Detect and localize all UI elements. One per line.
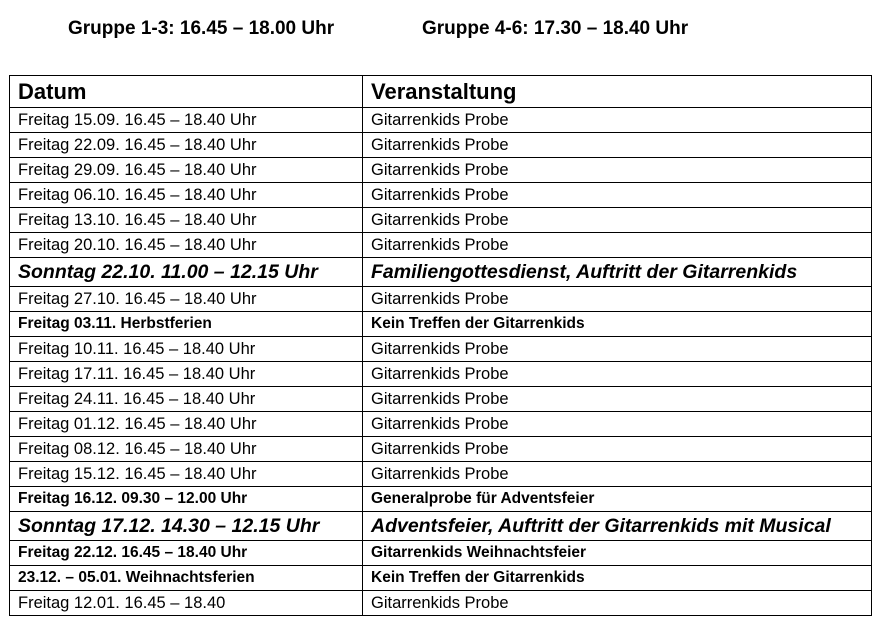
- cell-datum: Freitag 08.12. 16.45 – 18.40 Uhr: [10, 437, 363, 462]
- schedule-table: [9, 75, 872, 616]
- cell-datum: Freitag 03.11. Herbstferien: [10, 312, 363, 337]
- cell-datum: Freitag 17.11. 16.45 – 18.40 Uhr: [10, 362, 363, 387]
- cell-datum: Freitag 06.10. 16.45 – 18.40 Uhr: [10, 183, 363, 208]
- cell-veranstaltung: Gitarrenkids Probe: [363, 362, 872, 387]
- table-row: [10, 462, 872, 487]
- table-row: [10, 362, 872, 387]
- table-row: [10, 541, 872, 566]
- cell-datum: Freitag 16.12. 09.30 – 12.00 Uhr: [10, 487, 363, 512]
- table-row: [10, 133, 872, 158]
- cell-datum: Freitag 22.09. 16.45 – 18.40 Uhr: [10, 133, 363, 158]
- cell-veranstaltung: Gitarrenkids Probe: [363, 233, 872, 258]
- table-row: [10, 233, 872, 258]
- table-body: [10, 108, 872, 616]
- table-row: [10, 337, 872, 362]
- table-row: [10, 312, 872, 337]
- cell-datum: Freitag 15.12. 16.45 – 18.40 Uhr: [10, 462, 363, 487]
- cell-datum: Freitag 20.10. 16.45 – 18.40 Uhr: [10, 233, 363, 258]
- cell-veranstaltung: Gitarrenkids Probe: [363, 462, 872, 487]
- cell-datum: Freitag 27.10. 16.45 – 18.40 Uhr: [10, 287, 363, 312]
- table-row: [10, 158, 872, 183]
- cell-veranstaltung: Familiengottesdienst, Auftritt der Gitarrenkids: [363, 258, 872, 287]
- table-row: [10, 183, 872, 208]
- cell-datum: Freitag 29.09. 16.45 – 18.40 Uhr: [10, 158, 363, 183]
- table-header-row: [10, 76, 872, 108]
- cell-veranstaltung: Gitarrenkids Probe: [363, 387, 872, 412]
- cell-veranstaltung: Gitarrenkids Probe: [363, 133, 872, 158]
- cell-datum: Sonntag 17.12. 14.30 – 12.15 Uhr: [10, 512, 363, 541]
- table-row: [10, 487, 872, 512]
- group-times: [0, 18, 879, 44]
- cell-datum: Freitag 12.01. 16.45 – 18.40: [10, 591, 363, 616]
- table-row: [10, 208, 872, 233]
- table-row: [10, 566, 872, 591]
- table-row: [10, 108, 872, 133]
- table-row: [10, 412, 872, 437]
- cell-veranstaltung: Gitarrenkids Probe: [363, 437, 872, 462]
- table-row: [10, 287, 872, 312]
- cell-veranstaltung: Gitarrenkids Probe: [363, 208, 872, 233]
- cell-veranstaltung: Gitarrenkids Probe: [363, 412, 872, 437]
- cell-veranstaltung: Kein Treffen der Gitarrenkids: [363, 566, 872, 591]
- group-2-time: Gruppe 4-6: 17.30 – 18.40 Uhr: [422, 18, 689, 39]
- cell-veranstaltung: Kein Treffen der Gitarrenkids: [363, 312, 872, 337]
- cell-veranstaltung: Gitarrenkids Probe: [363, 287, 872, 312]
- cell-datum: Freitag 10.11. 16.45 – 18.40 Uhr: [10, 337, 363, 362]
- cell-datum: 23.12. – 05.01. Weihnachtsferien: [10, 566, 363, 591]
- cell-veranstaltung: Gitarrenkids Probe: [363, 158, 872, 183]
- cell-datum: Freitag 13.10. 16.45 – 18.40 Uhr: [10, 208, 363, 233]
- cell-datum: Freitag 24.11. 16.45 – 18.40 Uhr: [10, 387, 363, 412]
- table-row: [10, 258, 872, 287]
- cell-veranstaltung: Gitarrenkids Probe: [363, 183, 872, 208]
- cell-veranstaltung: Gitarrenkids Probe: [363, 591, 872, 616]
- table-row: [10, 591, 872, 616]
- group-1-time: Gruppe 1-3: 16.45 – 18.00 Uhr: [68, 18, 335, 39]
- table-row: [10, 512, 872, 541]
- cell-veranstaltung: Gitarrenkids Weihnachtsfeier: [363, 541, 872, 566]
- cell-datum: Freitag 01.12. 16.45 – 18.40 Uhr: [10, 412, 363, 437]
- cell-datum: Freitag 22.12. 16.45 – 18.40 Uhr: [10, 541, 363, 566]
- cell-datum: Freitag 15.09. 16.45 – 18.40 Uhr: [10, 108, 363, 133]
- column-header-datum: Datum: [10, 76, 363, 108]
- column-header-veranstaltung: Veranstaltung: [363, 76, 872, 108]
- cell-veranstaltung: Generalprobe für Adventsfeier: [363, 487, 872, 512]
- cell-veranstaltung: Adventsfeier, Auftritt der Gitarrenkids mit Musical: [363, 512, 872, 541]
- cell-veranstaltung: Gitarrenkids Probe: [363, 108, 872, 133]
- cell-datum: Sonntag 22.10. 11.00 – 12.15 Uhr: [10, 258, 363, 287]
- table-row: [10, 437, 872, 462]
- table-row: [10, 387, 872, 412]
- cell-veranstaltung: Gitarrenkids Probe: [363, 337, 872, 362]
